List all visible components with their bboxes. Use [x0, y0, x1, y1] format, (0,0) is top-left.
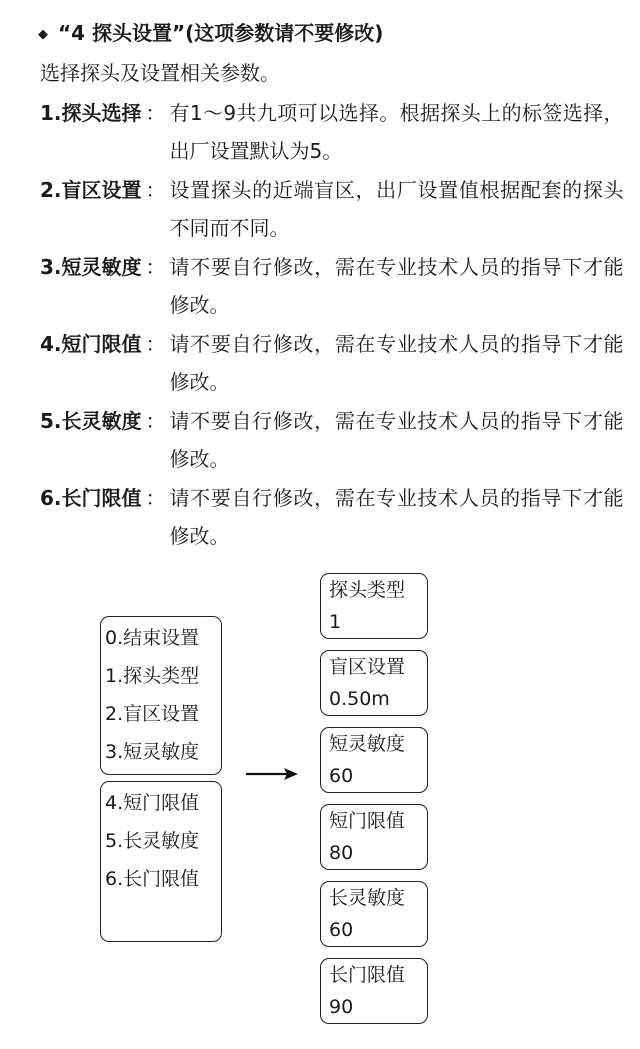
menu-item-long-threshold[interactable]: 6.长门限值 [105, 868, 200, 890]
parameter-name: 1.探头选择 [40, 101, 142, 125]
parameter-item [40, 325, 630, 402]
parameter-separator: ： [145, 409, 166, 433]
value-reading: 90 [329, 996, 354, 1018]
menu-screen-page-2 [100, 781, 222, 942]
parameter-item [40, 479, 630, 556]
menu-item-short-threshold[interactable]: 4.短门限值 [105, 792, 200, 814]
parameter-name: 2.盲区设置 [40, 178, 142, 202]
parameter-separator: ： [145, 332, 166, 356]
menu-item-blind-zone[interactable]: 2.盲区设置 [105, 703, 200, 725]
menu-item-short-sensitivity[interactable]: 3.短灵敏度 [105, 741, 200, 763]
parameter-item [40, 94, 630, 171]
menu-screen-page-1 [100, 616, 222, 775]
parameter-item [40, 402, 630, 479]
parameter-separator: ： [145, 178, 166, 202]
value-screen-short-threshold [320, 804, 428, 870]
value-screen-short-sensitivity [320, 727, 428, 793]
parameter-description: 请不要自行修改，需在专业技术人员的指导下才能修改。 [169, 409, 624, 471]
parameter-description: 请不要自行修改，需在专业技术人员的指导下才能修改。 [169, 332, 624, 394]
parameter-item [40, 171, 630, 248]
section-heading [38, 14, 628, 54]
arrow-right-icon [246, 766, 298, 782]
value-label: 盲区设置 [329, 656, 406, 678]
parameter-description: 有1～9共九项可以选择。根据探头上的标签选择，出厂设置默认为5。 [169, 101, 624, 163]
parameter-item [40, 248, 630, 325]
value-label: 长门限值 [329, 964, 406, 986]
value-reading: 60 [329, 919, 354, 941]
parameter-description: 请不要自行修改，需在专业技术人员的指导下才能修改。 [169, 255, 624, 317]
value-screen-blind-zone [320, 650, 428, 716]
value-label: 探头类型 [329, 579, 406, 601]
menu-item-long-sensitivity[interactable]: 5.长灵敏度 [105, 830, 200, 852]
parameter-name: 6.长门限值 [40, 486, 142, 510]
parameter-description: 设置探头的近端盲区，出厂设置值根据配套的探头不同而不同。 [169, 178, 624, 240]
value-label: 短灵敏度 [329, 733, 406, 755]
value-screen-long-sensitivity [320, 881, 428, 947]
menu-item-probe-type[interactable]: 1.探头类型 [105, 665, 200, 687]
value-label: 长灵敏度 [329, 887, 406, 909]
parameter-name: 3.短灵敏度 [40, 255, 142, 279]
value-reading: 0.50m [329, 688, 390, 710]
value-screen-probe-type [320, 573, 428, 639]
parameter-name: 5.长灵敏度 [40, 409, 142, 433]
parameter-description: 请不要自行修改，需在专业技术人员的指导下才能修改。 [169, 486, 624, 548]
parameter-separator: ： [145, 101, 166, 125]
value-label: 短门限值 [329, 810, 406, 832]
menu-item-end-setup[interactable]: 0.结束设置 [105, 627, 200, 649]
parameter-separator: ： [145, 486, 166, 510]
parameter-separator: ： [145, 255, 166, 279]
section-heading-text: “4 探头设置”(这项参数请不要修改) [58, 21, 384, 45]
parameter-list [40, 94, 630, 556]
value-screen-long-threshold [320, 958, 428, 1024]
diamond-bullet-icon: ◆ [38, 27, 48, 42]
intro-text: 选择探头及设置相关参数。 [40, 61, 280, 85]
value-reading: 60 [329, 765, 354, 787]
value-reading: 80 [329, 842, 354, 864]
parameter-name: 4.短门限值 [40, 332, 142, 356]
value-reading: 1 [329, 611, 342, 633]
